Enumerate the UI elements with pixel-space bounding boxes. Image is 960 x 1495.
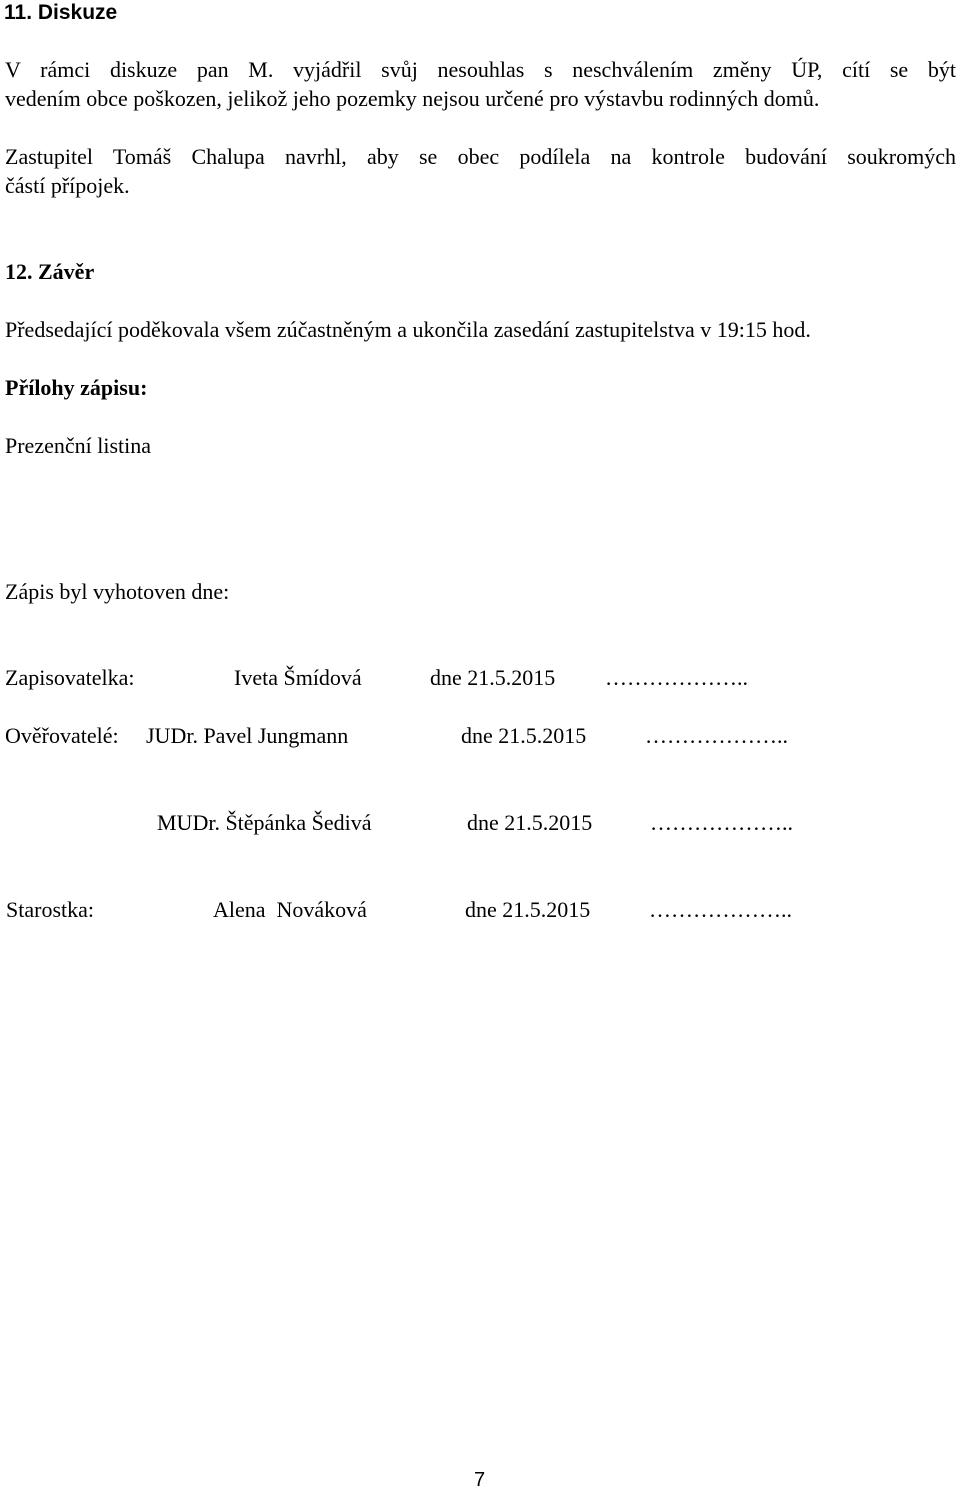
recorder-signature-line: ………………..: [605, 665, 748, 690]
verifier-1-signature-line: ………………..: [645, 723, 788, 748]
mayor-signature-line: ………………..: [649, 897, 792, 922]
page-number: 7: [474, 1469, 486, 1491]
recorder-role: Zapisovatelka:: [5, 665, 135, 690]
section-12-heading: 12. Závěr: [5, 259, 95, 284]
verifier-2-name: MUDr. Štěpánka Šedivá: [157, 810, 372, 835]
discussion-paragraph-2-line-1: Zastupitel Tomáš Chalupa navrhl, aby se obec podílela na kontrole budování soukromých: [5, 144, 956, 169]
recorder-name: Iveta Šmídová: [234, 665, 362, 690]
closing-statement: Předsedající poděkovala všem zúčastněným a ukončila zasedání zastupitelstva v 19:15 hod.: [5, 317, 811, 342]
discussion-paragraph-2-line-2: částí přípojek.: [5, 173, 130, 198]
verifiers-role: Ověřovatelé:: [5, 723, 119, 748]
attachments-heading: Přílohy zápisu:: [5, 375, 148, 400]
verifier-1-name: JUDr. Pavel Jungmann: [146, 723, 349, 748]
discussion-paragraph-2: [5, 142, 956, 200]
recorder-date: dne 21.5.2015: [430, 665, 556, 690]
attachment-item: Prezenční listina: [5, 433, 152, 458]
discussion-paragraph-1: [5, 55, 956, 113]
discussion-paragraph-1-line-2: vedením obce poškozen, jelikož jeho pozemky nejsou určené pro výstavbu rodinných domů.: [5, 86, 820, 111]
verifier-1-date: dne 21.5.2015: [461, 723, 587, 748]
mayor-role: Starostka:: [6, 897, 94, 922]
prepared-date-label: Zápis byl vyhotoven dne:: [5, 579, 230, 604]
discussion-paragraph-1-line-1: V rámci diskuze pan M. vyjádřil svůj nesouhlas s neschválením změny ÚP, cítí se být: [5, 57, 956, 82]
mayor-name: Alena Nováková: [213, 897, 367, 922]
verifier-2-date: dne 21.5.2015: [467, 810, 593, 835]
verifier-2-signature-line: ………………..: [650, 810, 793, 835]
section-11-heading: 11. Diskuze: [4, 1, 118, 24]
mayor-date: dne 21.5.2015: [465, 897, 591, 922]
